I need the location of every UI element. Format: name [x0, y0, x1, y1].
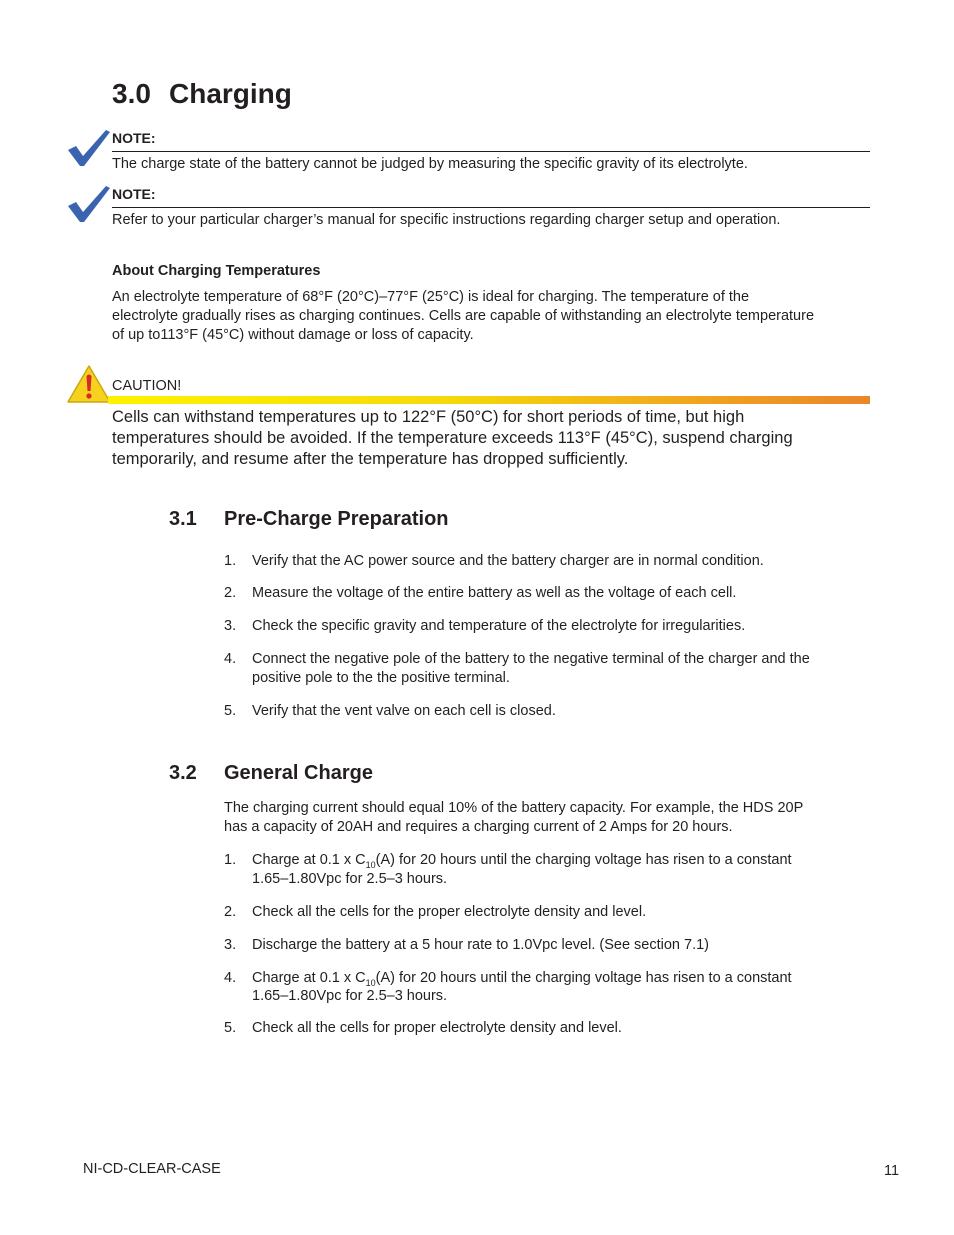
note-divider	[112, 207, 870, 208]
list-item	[252, 851, 862, 870]
list-item: Check the specific gravity and temperature of the electrolyte for irregularities.	[252, 618, 746, 634]
paragraph-line: has a capacity of 20AH and requires a charging current of 2 Amps for 20 hours.	[224, 819, 733, 835]
note-label: NOTE:	[112, 130, 156, 146]
caution-label: CAUTION!	[112, 378, 182, 394]
list-item-text: (A) for 20 hours until the charging voltage has risen to a constant	[375, 852, 792, 868]
section-number: 3.0	[112, 78, 151, 109]
subheading: About Charging Temperatures	[112, 263, 321, 279]
list-item: Verify that the vent valve on each cell is closed.	[252, 703, 556, 719]
checkmark-icon	[66, 184, 112, 224]
list-item-text: (A) for 20 hours until the charging voltage has risen to a constant	[375, 970, 792, 986]
subsection-title: General Charge	[224, 762, 373, 784]
list-item: Discharge the battery at a 5 hour rate to 1.0Vpc level. (See section 7.1)	[252, 937, 710, 953]
note-divider	[112, 151, 870, 152]
list-number: 5.	[224, 703, 237, 719]
checkmark-icon	[66, 128, 112, 168]
list-item: Check all the cells for the proper electrolyte density and level.	[252, 904, 647, 920]
list-item-continuation: 1.65–1.80Vpc for 2.5–3 hours.	[252, 871, 448, 887]
page-number: 11	[884, 1163, 900, 1179]
paragraph-line: The charging current should equal 10% of the battery capacity. For example, the HDS 20P	[224, 800, 804, 816]
paragraph-line: of up to113°F (45°C) without damage or loss of capacity.	[112, 327, 474, 343]
list-number: 1.	[224, 852, 237, 868]
list-number: 3.	[224, 618, 237, 634]
caution-bar	[108, 396, 870, 404]
list-item	[252, 969, 862, 988]
subscript: 10	[365, 860, 376, 870]
caution-line: temporarily, and resume after the temperature has dropped sufficiently.	[112, 450, 629, 468]
paragraph-line: An electrolyte temperature of 68°F (20°C)–77°F (25°C) is ideal for charging. The temperature of the	[112, 289, 750, 305]
list-number: 5.	[224, 1020, 237, 1036]
list-number: 3.	[224, 937, 237, 953]
list-number: 2.	[224, 585, 237, 601]
list-item-continuation: positive pole to the the positive terminal.	[252, 670, 510, 686]
caution-line: temperatures should be avoided. If the temperature exceeds 113°F (45°C), suspend charging	[112, 429, 793, 447]
paragraph-line: electrolyte gradually rises as charging continues. Cells are capable of withstanding an electrolyte temperature	[112, 308, 815, 324]
list-number: 2.	[224, 904, 237, 920]
subsection-number: 3.1	[169, 508, 197, 530]
list-item: Connect the negative pole of the battery to the negative terminal of the charger and the	[252, 651, 810, 667]
list-item: Measure the voltage of the entire battery as well as the voltage of each cell.	[252, 585, 737, 601]
subsection-number: 3.2	[169, 762, 197, 784]
section-title: Charging	[169, 78, 292, 109]
note-text: Refer to your particular charger’s manual for specific instructions regarding charger setup and operation.	[112, 212, 781, 228]
note-text: The charge state of the battery cannot be judged by measuring the specific gravity of its electrolyte.	[112, 156, 748, 172]
warning-triangle-icon	[66, 364, 112, 404]
list-item: Verify that the AC power source and the battery charger are in normal condition.	[252, 553, 764, 569]
list-item-continuation: 1.65–1.80Vpc for 2.5–3 hours.	[252, 988, 448, 1004]
list-item-text: Charge at 0.1 x C	[252, 852, 366, 868]
note-label: NOTE:	[112, 186, 156, 202]
list-number: 4.	[224, 970, 237, 986]
list-item-text: Charge at 0.1 x C	[252, 970, 366, 986]
document-id: NI-CD-CLEAR-CASE	[83, 1161, 221, 1177]
caution-line: Cells can withstand temperatures up to 122°F (50°C) for short periods of time, but high	[112, 408, 745, 426]
subsection-title: Pre-Charge Preparation	[224, 508, 449, 530]
subscript: 10	[365, 978, 376, 988]
list-number: 1.	[224, 553, 237, 569]
list-number: 4.	[224, 651, 237, 667]
list-item: Check all the cells for proper electrolyte density and level.	[252, 1020, 622, 1036]
